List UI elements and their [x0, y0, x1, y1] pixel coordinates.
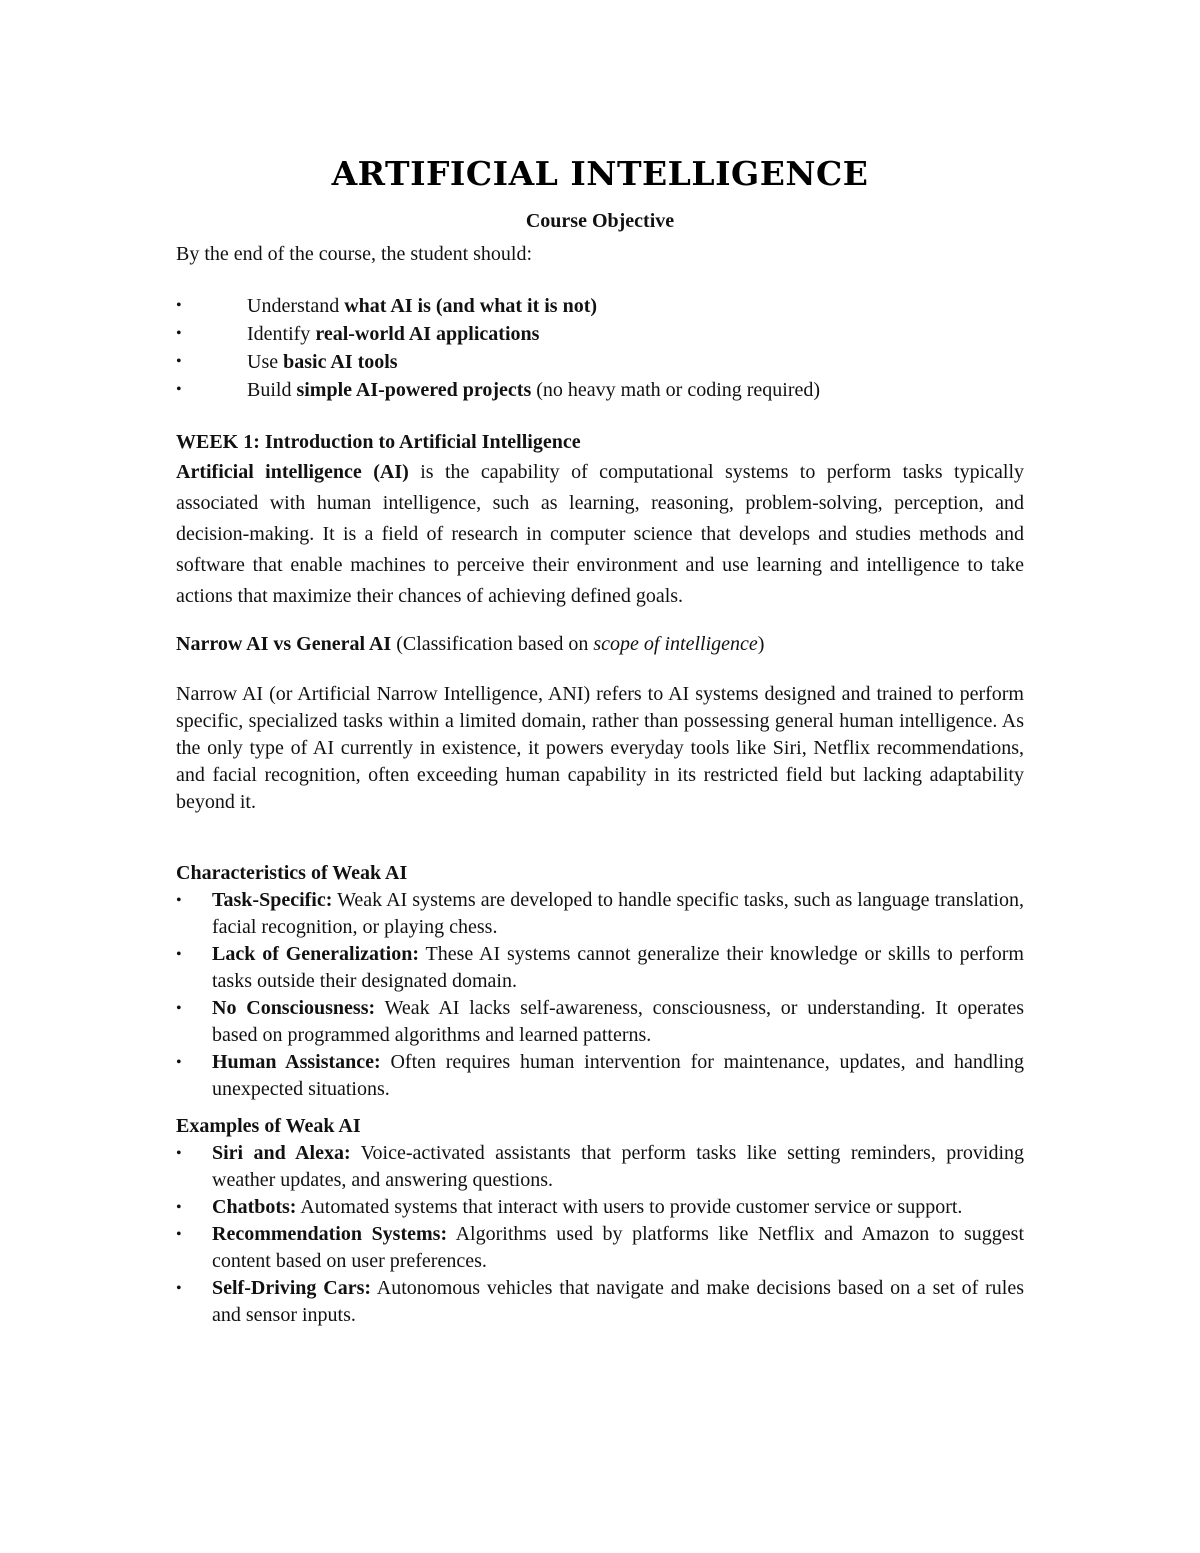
objective-item: • Build simple AI-powered projects (no heavy math or coding required): [176, 376, 1024, 404]
list-item: • Siri and Alexa: Voice-activated assistants that perform tasks like setting reminders, providing weather updates, and answering questions.: [176, 1142, 1024, 1191]
examples-list: [176, 1140, 1024, 1329]
list-item: • No Consciousness: Weak AI lacks self-awareness, consciousness, or understanding. It operates based on programmed algorithms and learned patterns.: [176, 997, 1025, 1046]
bullet-icon: •: [176, 1199, 182, 1216]
bullet-icon: •: [176, 1145, 182, 1162]
objectives-list: [176, 292, 1024, 404]
list-item: • Human Assistance: Often requires human intervention for maintenance, updates, and handling unexpected situations.: [176, 1051, 1024, 1100]
examples-heading: Examples of Weak AI: [176, 1115, 361, 1137]
bullet-icon: •: [176, 353, 182, 370]
narrow-ai-paragraph: Narrow AI (or Artificial Narrow Intelligence, ANI) refers to AI systems designed and trained to perform specific, specialized tasks within a limited domain, rather than possessing general human intelligence. As the only type of AI currently in existence, it powers everyday tools like Siri, Netflix recommendations, and facial recognition, often exceeding human capability in its restricted field but lacking adaptability beyond it.: [176, 683, 1024, 813]
bullet-icon: •: [176, 297, 182, 314]
list-item: • Lack of Generalization: These AI systems cannot generalize their knowledge or skills to perform tasks outside their designated domain.: [176, 943, 1024, 992]
objective-item: • Use basic AI tools: [176, 348, 1024, 376]
characteristics-heading: Characteristics of Weak AI: [176, 862, 408, 884]
bullet-icon: •: [176, 1226, 182, 1243]
list-item: • Self-Driving Cars: Autonomous vehicles that navigate and make decisions based on a set of rules and sensor inputs.: [176, 1277, 1024, 1326]
characteristics-list: [176, 887, 1024, 1103]
bullet-icon: •: [176, 1054, 182, 1071]
week1-heading: WEEK 1: Introduction to Artificial Intelligence: [176, 431, 581, 453]
list-item: • Recommendation Systems: Algorithms used by platforms like Netflix and Amazon to suggest content based on user preferences.: [176, 1223, 1025, 1272]
bullet-icon: •: [176, 1280, 182, 1297]
list-item: • Chatbots: Automated systems that interact with users to provide customer service or support.: [176, 1194, 1024, 1221]
document-content: [176, 152, 1024, 1329]
bullet-icon: •: [176, 381, 182, 398]
bullet-icon: •: [176, 892, 182, 909]
bullet-icon: •: [176, 1000, 182, 1017]
course-objective-heading: Course Objective: [525, 210, 675, 232]
ai-definition-paragraph: Artificial intelligence (AI) is the capability of computational systems to perform tasks typically associated with human intelligence, such as learning, reasoning, problem-solving, perception, and decision-making. It is a field of research in computer science that develops and studies methods and software that enable machines to perceive their environment and use learning and intelligence to take actions that maximize their chances of achieving defined goals.: [176, 461, 1024, 607]
bullet-icon: •: [176, 946, 182, 963]
bullet-icon: •: [176, 325, 182, 342]
intro-text: By the end of the course, the student should:: [176, 243, 533, 265]
document-title: ARTIFICIAL INTELLIGENCE: [331, 154, 869, 193]
narrow-vs-general-heading: Narrow AI vs General AI (Classification based on scope of intelligence): [176, 633, 765, 655]
objective-item: • Identify real-world AI applications: [176, 320, 1024, 348]
list-item: • Task-Specific: Weak AI systems are developed to handle specific tasks, such as language translation, facial recognition, or playing chess.: [176, 889, 1024, 938]
objective-item: • Understand what AI is (and what it is not): [176, 292, 1024, 320]
